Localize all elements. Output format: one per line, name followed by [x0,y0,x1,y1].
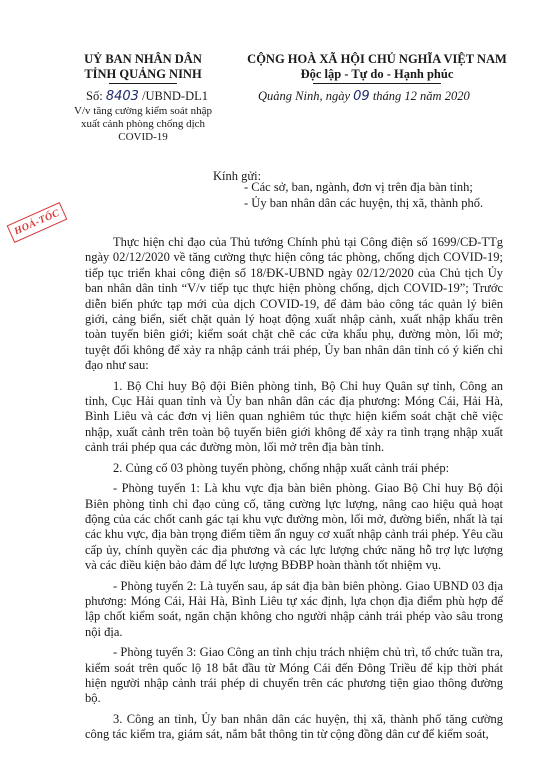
paragraph-item-3: 3. Công an tỉnh, Ủy ban nhân dân các huyện, thị xã, thành phố tăng cường công tác kiểm tra, giám sát, nắm bắt thông tin từ cộng đồng dân cư để kiểm soát, [85,711,503,742]
issuer-line-2: TỈNH QUẢNG NINH [84,67,202,81]
paragraph-line-3: - Phòng tuyến 3: Giao Công an tỉnh chịu trách nhiệm chủ trì, tổ chức tuần tra, kiểm soát trên quốc lộ 18 bắt đầu từ Móng Cái đến Đông Triều để kịp thời phát hiện người nhập cảnh trái phép di chuyển trên các phương tiện giao thông đường bộ. [85,645,503,706]
urgent-stamp: HOẢ-TỐC [7,202,68,243]
issuer-block [58,52,228,82]
national-header [232,52,522,82]
date-place: Quảng Ninh, ngày [258,89,351,103]
paragraph-intro: Thực hiện chỉ đạo của Thủ tướng Chính phủ tại Công điện số 1699/CĐ-TTg ngày 02/12/2020 về tăng cường thực hiện công tác phòng, chống dịch COVID-19; tiếp tục triển khai công điện số 18/ĐK-UBND ngày 02/12/2020 của Chủ tịch Ủy ban nhân dân tỉnh “V/v tiếp tục thực hiện phòng chống, dịch COVID-19”; Trước diễn biến phức tạp mới của dịch COVID-19, để đảm bảo công tác quản lý biên giới, cảng biển, siết chặt quản lý hoạt động xuất nhập cảnh, xuất nhập khẩu trên toàn tuyến biên giới; kiểm soát chặt chẽ các cửa khẩu phụ, đường mòn, lối mở; tuyệt đối không để xảy ra nhập cảnh trái phép, Ủy ban nhân dân tỉnh có ý kiến chỉ đạo như sau: [85,235,503,373]
document-number [86,89,208,104]
subject-line-3: COVID-19 [118,131,168,143]
date-day: 09 [353,89,370,104]
issuer-line-1: UỶ BAN NHÂN DÂN [84,52,202,66]
subject-line-1: V/v tăng cường kiểm soát nhập [74,105,212,117]
subject-block [68,105,218,144]
motto-underline [313,83,441,84]
paragraph-line-1: - Phòng tuyến 1: Là khu vực địa bàn biên phòng. Giao Bộ Chỉ huy Bộ đội Biên phòng tỉnh chỉ đạo củng cố, tăng cường lực lượng, nâng cao hiệu quả hoạt động của các chốt canh gác tại khu vực đường mòn, lối mở, đường biển, nhất là tại các khu vực, địa bàn trọng điểm tiềm ẩn nguy cơ xuất nhập cảnh trái phép. Yêu cầu cấp ủy, chính quyền các địa phương và các lực lượng chức năng hỗ trợ lực lượng và các điều kiện bảo đảm để lực lượng BĐBP hoàn thành tốt nhiệm vụ. [85,481,503,573]
document-body [85,235,503,743]
doc-number-suffix: /UBND-DL1 [142,89,208,103]
date-year: năm 2020 [420,89,470,103]
national-title: CỘNG HOÀ XÃ HỘI CHỦ NGHĨA VIỆT NAM [247,52,507,66]
paragraph-line-2: - Phòng tuyến 2: Là tuyến sau, áp sát địa bàn biên phòng. Giao UBND 03 địa phương: Móng Cái, Hải Hà, Bình Liêu tự xác định, lựa chọn địa điểm phù hợp để lập chốt kiểm soát, ngăn chặn không cho người nhập cảnh trái phép vào sâu trong nội địa. [85,578,503,639]
paragraph-item-1: 1. Bộ Chỉ huy Bộ đội Biên phòng tỉnh, Bộ Chỉ huy Quân sự tỉnh, Công an tỉnh, Cục Hải quan tỉnh và Ủy ban nhân dân các địa phương: Móng Cái, Hải Hà, Bình Liêu và các đơn vị liên quan nghiêm túc thực hiện kiểm soát chặt chẽ việc nhập, xuất cảnh trên toàn bộ tuyến biên giới không để xảy ra tình trạng nhập xuất cảnh trái phép qua các đường mòn, lối mở trên địa bàn tỉnh. [85,378,503,455]
doc-number-value: 8403 [105,89,139,104]
paragraph-item-2: 2. Củng cố 03 phòng tuyến phòng, chống nhập xuất cảnh trái phép: [113,460,450,475]
recipient-2: - Ủy ban nhân dân các huyện, thị xã, thành phố. [244,196,484,210]
issuer-underline [109,83,177,84]
salutation: Kính gửi: [213,169,262,183]
recipient-1: - Các sở, ban, ngành, đơn vị trên địa bàn tỉnh; [244,180,473,194]
subject-line-2: xuất cảnh phòng chống dịch [80,118,206,130]
date-month: tháng 12 [372,89,417,103]
national-motto: Độc lập - Tự do - Hạnh phúc [300,67,454,81]
doc-number-prefix: Số: [86,89,103,103]
document-date [258,89,470,104]
